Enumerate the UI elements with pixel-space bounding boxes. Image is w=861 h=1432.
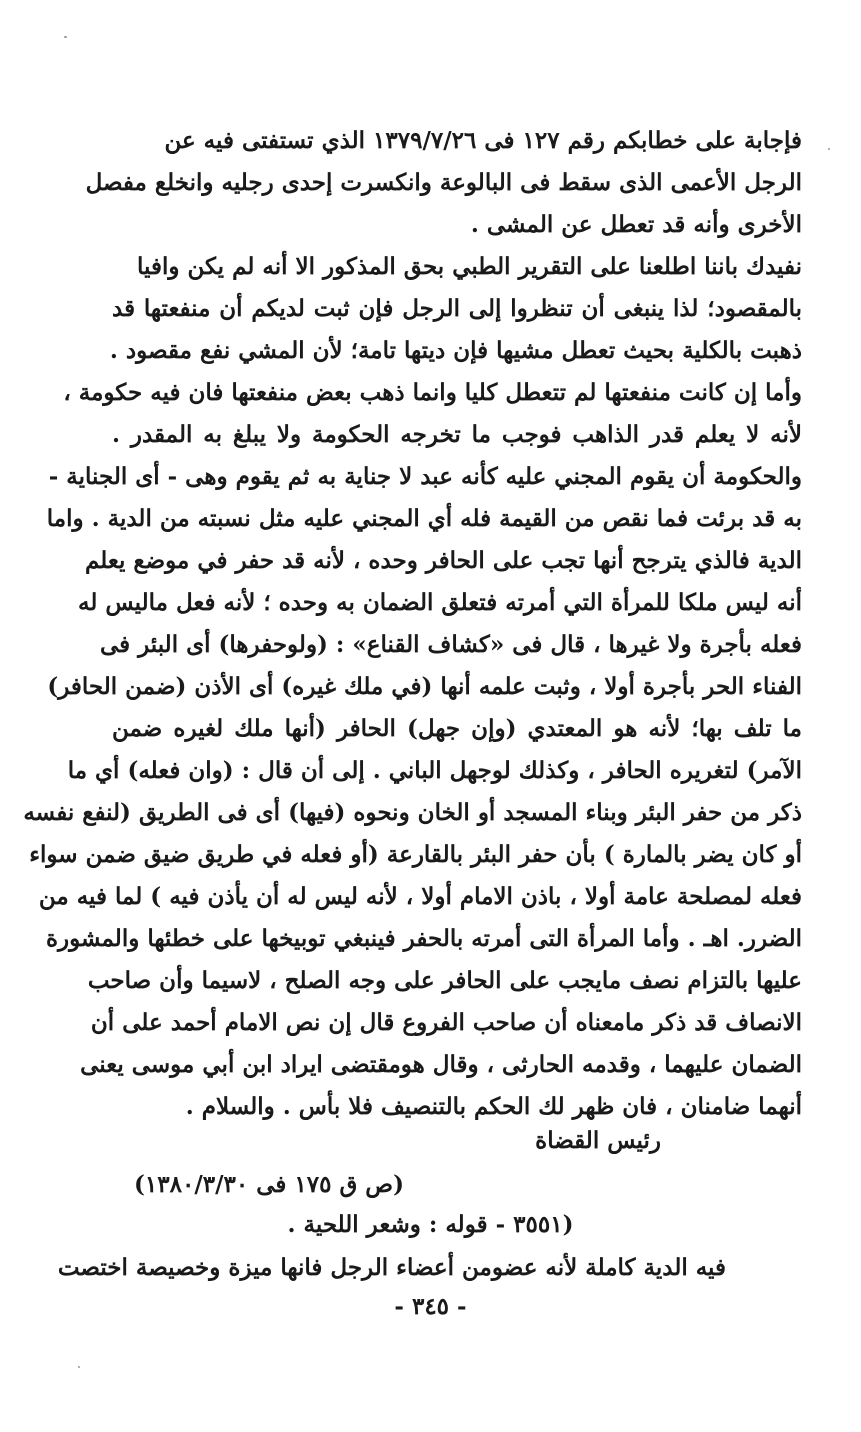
body-line: الآمر) لتغريره الحافر ، وكذلك لوجهل الباني . إلى أن قال : (وان فعله) أي ما	[67, 757, 802, 784]
body-line: ذهبت بالكلية بحيث تعطل مشيها فإن ديتها تامة؛ لأن المشي نفع مقصود .	[109, 337, 802, 364]
body-line: والحكومة أن يقوم المجني عليه كأنه عبد لا جناية به ثم يقوم وهى - أى الجناية -	[48, 463, 802, 490]
body-line: نفيدك باننا اطلعنا على التقرير الطبي بحق المذكور الا أنه لم يكن وافيا	[137, 253, 802, 280]
signature-title: رئيس القضاة	[535, 1127, 661, 1154]
body-line: أنه ليس ملكا للمرأة التي أمرته فتعلق الضمان به وحده ؛ لأنه فعل ماليس له	[78, 589, 802, 616]
body-line: ذكر من حفر البئر وبناء المسجد أو الخان ونحوه (فيها) أى فى الطريق (لنفع نفسه	[23, 799, 802, 826]
section-heading: (٣٥٥١ - قوله : وشعر اللحية .	[287, 1211, 574, 1238]
scan-speck	[64, 36, 67, 38]
body-line: لأنه لا يعلم قدر الذاهب فوجب ما تخرجه الحكومة ولا يبلغ به المقدر .	[112, 421, 802, 448]
body-line: به قد برئت فما نقص من القيمة فله أي المجني عليه مثل نسبته من الدية . واما	[46, 505, 802, 532]
body-line: الضمان عليهما ، وقدمه الحارثى ، وقال هومقتضى ايراد ابن أبي موسى يعنى	[80, 1051, 802, 1078]
next-paragraph: فيه الدية كاملة لأنه عضومن أعضاء الرجل فانها ميزة وخصيصة اختصت	[57, 1254, 726, 1281]
body-line: عليها بالتزام نصف مايجب على الحافر على وجه الصلح ، لاسيما وأن صاحب	[87, 967, 802, 994]
body-line: وأما إن كانت منفعتها لم تتعطل كليا وانما ذهب بعض منفعتها فان فيه حكومة ،	[63, 379, 802, 406]
body-line: الدية فالذي يترجح أنها تجب على الحافر وحده ، لأنه قد حفر في موضع يعلم	[84, 547, 802, 574]
page-number: - ٣٤٥ -	[394, 1293, 467, 1320]
body-line: ما تلف بها؛ لأنه هو المعتدي (وإن جهل) الحافر (أنها ملك لغيره ضمن	[112, 715, 802, 742]
scan-speck	[78, 1366, 80, 1368]
body-line: فإجابة على خطابكم رقم ١٢٧ فى ١٣٧٩/٧/٢٦ الذي تستفتى فيه عن	[164, 127, 802, 154]
body-line: أو كان يضر بالمارة ) بأن حفر البئر بالقارعة (أو فعله في طريق ضيق ضمن سواء	[29, 841, 802, 868]
body-line: فعله بأجرة ولا غيرها ، قال فى «كشاف القناع» : (ولوحفرها) أى البئر فى	[99, 631, 802, 658]
body-line: الضرر. اهـ . وأما المرأة التى أمرته بالحفر فينبغي توبيخها على خطئها والمشورة	[45, 925, 802, 952]
body-line: بالمقصود؛ لذا ينبغى أن تنظروا إلى الرجل فإن ثبت لديكم أن منفعتها قد	[112, 295, 802, 322]
reference-number: (ص ق ١٧٥ فى ١٣٨٠/٣/٣٠)	[134, 1171, 404, 1198]
body-line: فعله لمصلحة عامة أولا ، باذن الامام أولا ، لأنه ليس له أن يأذن فيه ) لما فيه من	[38, 883, 802, 910]
body-line: الرجل الأعمى الذى سقط فى البالوعة وانكسرت إحدى رجليه وانخلع مفصل	[85, 169, 802, 196]
body-line: أنهما ضامنان ، فان ظهر لك الحكم بالتنصيف فلا بأس . والسلام .	[185, 1093, 802, 1120]
body-line: الأخرى وأنه قد تعطل عن المشى .	[470, 211, 802, 238]
body-line: الفناء الحر بأجرة أولا ، وثبت علمه أنها (في ملك غيره) أى الأذن (ضمن الحافر)	[47, 673, 802, 700]
scan-speck	[828, 148, 830, 150]
body-line: الانصاف قد ذكر مامعناه أن صاحب الفروع قال إن نص الامام أحمد على أن	[90, 1009, 802, 1036]
